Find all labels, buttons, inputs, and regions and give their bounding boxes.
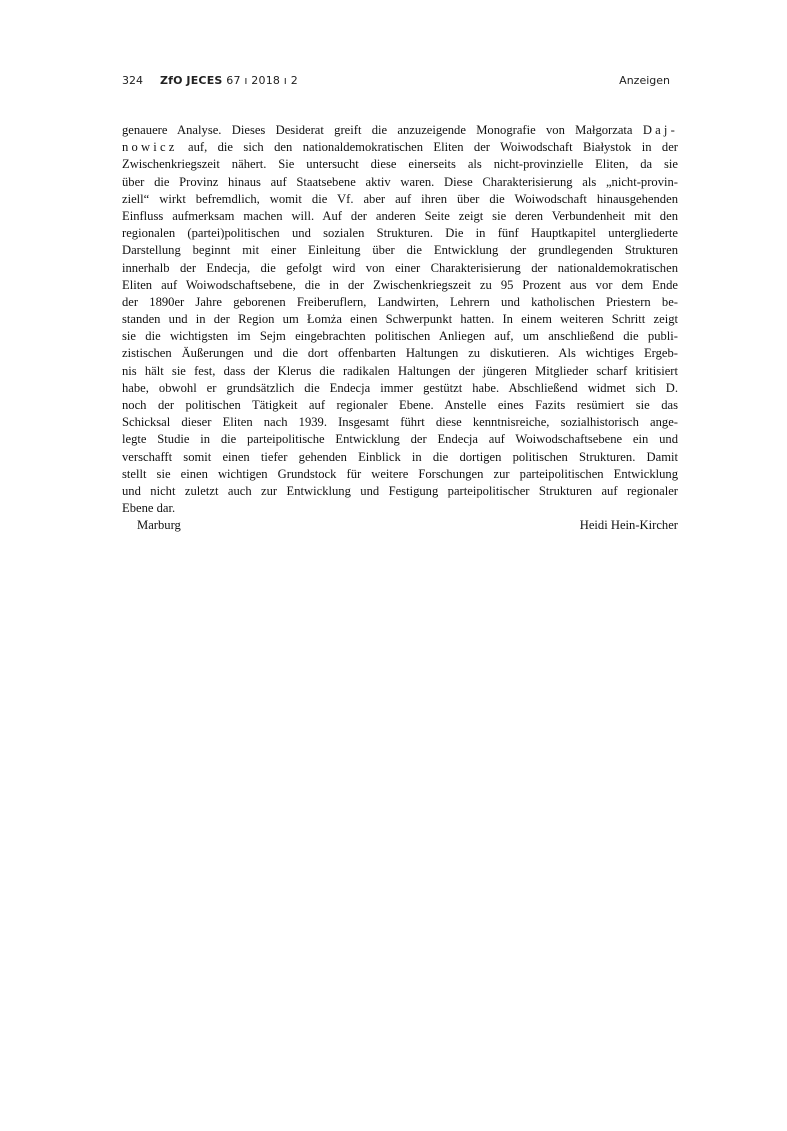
text-line: ziell“ wirkt befremdlich, womit die Vf. aber auf ihren über die Woiwodschaft hinausgehenden [122,191,678,206]
text-line: der 1890er Jahre geborenen Freiberuflern, Landwirten, Lehrern und katholischen Priestern be- [122,294,678,309]
text-line: und nicht zuletzt auch zur Entwicklung und Festigung parteipolitischer Strukturen auf regionaler [122,483,678,498]
text-line: Zwischenkriegszeit nähert. Sie untersucht diese einerseits als nicht-provinzielle Eliten, da sie [122,157,678,172]
text-line: Einfluss aufmerksam machen will. Auf der anderen Seite zeigt sie deren Verbundenheit mit den [122,208,678,223]
text-line: innerhalb der Endecja, die gefolgt wird von einer Charakterisierung der nationaldemokratischen [122,260,678,275]
text-line: Ebene dar. [122,501,176,516]
journal-abbreviation: ZfO [160,74,183,87]
text-line: noch der politischen Tätigkeit auf regionaler Ebene. Anstelle eines Fazits resümiert sie das [122,398,678,412]
text-line: genauere Analyse. Dieses Desiderat greift die anzuzeigende Monografie von Małgorzata Daj- [122,123,678,137]
text-line: regionalen (partei)politischen und sozialen Strukturen. Die in fünf Hauptkapitel untergliederte [122,226,678,241]
text-line: Eliten auf Woiwodschaftsebene, die in der Zwischenkriegszeit zu 95 Prozent aus vor dem Ende [122,277,678,292]
text-line: zistischen Äußerungen und die dort offenbarten Haltungen zu diskutieren. Als wichtiges Ergeb- [122,346,678,361]
volume-issue: 67 ı 2018 ı 2 [226,74,298,87]
signature [122,517,678,534]
text-line: sie die wichtigsten im Sejm eingebrachten politischen Anliegen auf, um anschließend die publi- [122,329,678,344]
author-name: nowicz [122,140,178,155]
signature-city: Marburg [137,518,181,533]
text-line: nis hält sie fest, dass der Klerus die radikalen Haltungen der jüngeren Mitglieder scharf kritisiert [122,363,678,378]
section-name: Anzeigen [619,74,670,87]
journal-name [160,74,298,87]
review-text [122,122,678,535]
journal-subtitle: JECES [186,74,223,87]
text-line: habe, obwohl er grundsätzlich die Endecja immer gestützt habe. Abschließend widmet sich D. [122,380,678,395]
signature-reviewer: Heidi Hein-Kircher [579,518,678,533]
text-line: standen und in der Region um Łomża einen Schwerpunkt hatten. In einem weiteren Schritt zeigt [122,312,678,327]
text-line: verschafft somit einen tiefer gehenden Einblick in die dortigen politischen Strukturen. Damit [122,449,678,464]
text-line: nowicz auf, die sich den nationaldemokratischen Eliten der Woiwodschaft Białystok in der [122,140,678,155]
text-line: über die Provinz hinaus auf Staatsebene aktiv waren. Diese Charakterisierung als „nicht-provin- [122,174,678,189]
text-line: stellt sie einen wichtigen Grundstock für weitere Forschungen zur parteipolitischen Entwicklung [122,466,678,481]
text-line: legte Studie in die parteipolitische Entwicklung der Endecja auf Woiwodschaftsebene ein und [122,432,678,447]
author-name: Daj- [642,123,678,137]
page-number: 324 [122,74,143,87]
running-header [122,74,670,92]
text-line: Schicksal dieser Eliten nach 1939. Insgesamt führt diese kenntnisreiche, sozialhistorisch ange- [122,415,678,430]
text-line: Darstellung beginnt mit einer Einleitung über die Entwicklung der grundlegenden Strukturen [122,243,678,258]
